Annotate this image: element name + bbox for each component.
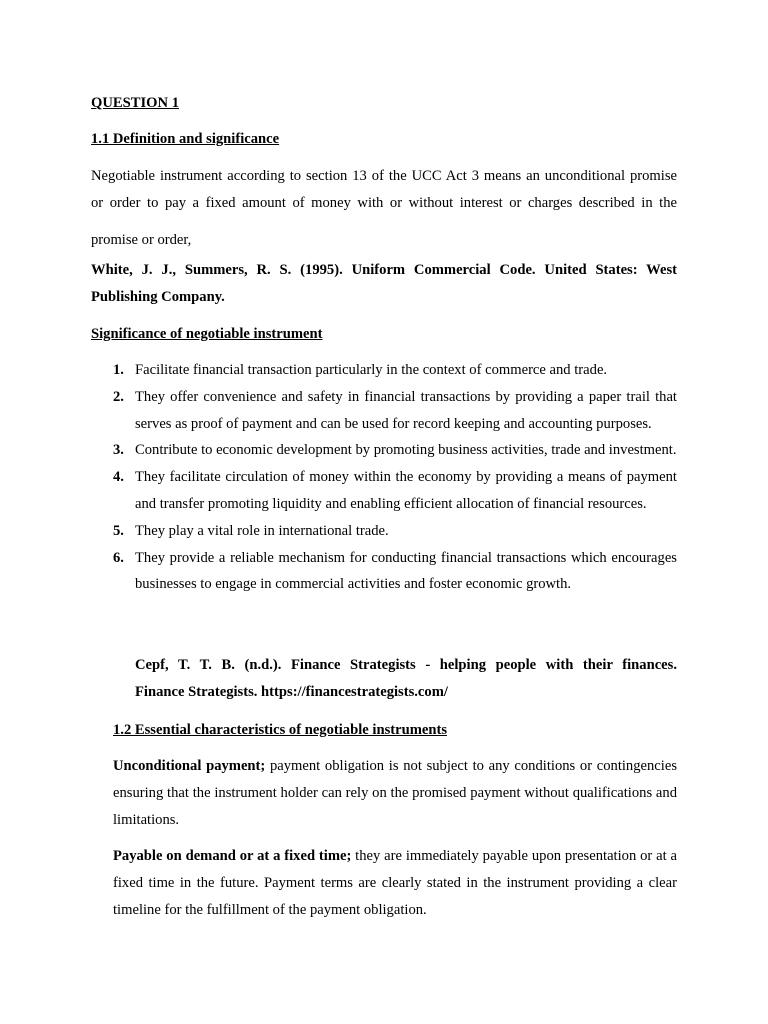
list-item-text: Contribute to economic development by promoting business activities, trade and investment.: [135, 442, 677, 459]
section-heading-definition: 1.1 Definition and significance: [91, 131, 280, 147]
characteristic-paragraph: [113, 753, 677, 834]
characteristic-paragraph: [113, 843, 677, 924]
citation-line: White, J. J., Summers, R. S. (1995). Uniform Commercial Code. United States: West: [91, 262, 677, 278]
significance-list: [113, 357, 677, 598]
citation-cepf: [135, 652, 677, 706]
question-heading: QUESTION 1: [91, 95, 179, 111]
section-heading-characteristics: 1.2 Essential characteristics of negotiable instruments: [113, 722, 447, 738]
list-item: [113, 437, 677, 464]
list-item: [113, 518, 677, 545]
characteristic-term: Payable on demand or at a fixed time;: [113, 848, 352, 864]
list-item-text: They offer convenience and safety in financial transactions by providing a paper trail that serves as proof of payment and can be used for record keeping and accounting purposes.: [135, 388, 677, 432]
list-item-text: Facilitate financial transaction particularly in the context of commerce and trade.: [135, 362, 608, 378]
list-number: 1.: [113, 362, 124, 378]
list-item-text: They facilitate circulation of money within the economy by providing a means of payment and transfer promoting liquidity and enabling efficient allocation of financial resources.: [135, 469, 677, 512]
characteristic-text: payment obligation is not subject to any conditions or contingencies ensuring that the instrument holder can rely on the promised payment without qualifications and limitations.: [113, 758, 677, 828]
definition-line: promise or order,: [91, 232, 192, 248]
list-item: [113, 384, 677, 438]
list-item: [113, 464, 677, 518]
list-number: 6.: [113, 549, 124, 566]
citation-white-summers: [91, 257, 677, 311]
list-item: [113, 545, 677, 599]
list-number: 3.: [113, 442, 124, 459]
list-item-text: They play a vital role in international trade.: [135, 522, 389, 539]
definition-paragraph: [91, 163, 677, 217]
citation-line: Publishing Company.: [91, 289, 225, 305]
characteristic-term: Unconditional payment;: [113, 758, 266, 774]
characteristic-text: they are immediately payable upon presentation or at a fixed time in the future. Payment terms are clearly stated in the instrument providing a clear timeline for the fulfillment of the payment obligation.: [113, 848, 677, 918]
list-number: 5.: [113, 522, 124, 539]
citation-line: Finance Strategists. https://financestrategists.com/: [135, 684, 448, 700]
significance-heading: Significance of negotiable instrument: [91, 326, 323, 342]
definition-line: Negotiable instrument according to section 13 of the UCC Act 3 means an unconditional promise: [91, 168, 677, 184]
definition-line: or order to pay a fixed amount of money with or without interest or charges described in the: [91, 195, 677, 211]
list-item-text: They provide a reliable mechanism for conducting financial transactions which encourages businesses to engage in commercial activities and foster economic growth.: [135, 549, 677, 593]
citation-line: Cepf, T. T. B. (n.d.). Finance Strategists - helping people with their finances.: [135, 657, 677, 673]
list-number: 4.: [113, 469, 124, 486]
list-item: [113, 357, 677, 384]
list-number: 2.: [113, 388, 124, 405]
